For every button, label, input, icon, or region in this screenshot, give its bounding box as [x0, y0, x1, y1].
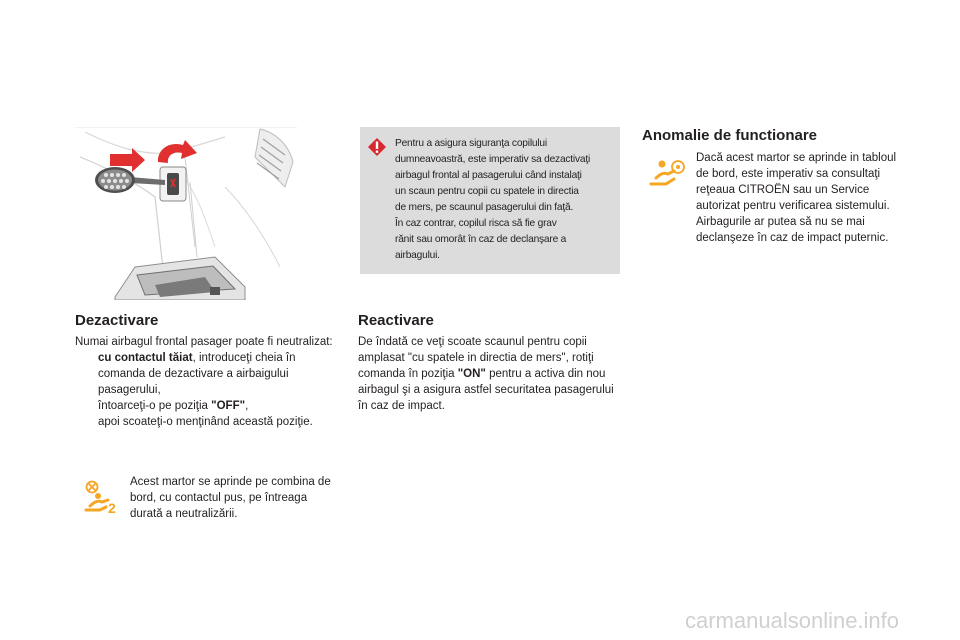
step3-text: apoi scoateţi-o menţinând această poziţie. [98, 416, 313, 428]
deactivation-title: Dezactivare [75, 312, 159, 329]
child-safety-warning [360, 127, 620, 274]
key-icon [95, 167, 165, 193]
warning-line: rănit sau omorât în caz de declanşare a [395, 234, 567, 245]
warning-line: airbagului. [395, 250, 440, 261]
list-item [75, 350, 345, 398]
dashboard-drawing [75, 127, 297, 300]
step2-text: întoarceţi-o pe poziţia [98, 400, 212, 412]
airbag-off-indicator-icon [82, 480, 120, 518]
warning-text [395, 136, 617, 264]
airbag-warning-icon [648, 156, 686, 194]
deactivation-intro: Numai airbagul frontal pasager poate fi neutralizat: [75, 336, 333, 348]
step2-bold: "OFF" [211, 400, 246, 412]
malfunction-title: Anomalie de functionare [642, 127, 818, 144]
reactivation-text-pre: De îndată ce veţi scoate scaunul pentru copii amplasat "cu spatele in directia de mers", rotiţi comanda în poziţia [358, 336, 594, 380]
deactivation-body [75, 334, 345, 430]
reactivation-on-label: "ON" [457, 368, 486, 380]
deactivation-steps [75, 350, 345, 430]
svg-text:2: 2 [108, 500, 116, 516]
step2-post: , [245, 400, 249, 412]
reactivation-title: Reactivare [358, 312, 434, 329]
reactivation-text [358, 334, 620, 414]
glovebox-illustration [75, 127, 297, 300]
warning-line: un scaun pentru copii cu spatele in directia [395, 186, 579, 197]
air-vent-icon [255, 129, 293, 187]
warning-line: airbagul frontal al pasagerului când instalaţi [395, 170, 582, 181]
reactivation-text-post: pentru a activa din nou airbagul şi a asigura astfel securitatea pasagerului în caz de impact. [358, 368, 614, 412]
glovebox-handle [115, 257, 245, 300]
step1-bold: cu contactul tăiat [98, 352, 193, 364]
exclamation-icon [367, 137, 387, 157]
indicator-text: Acest martor se aprinde pe combina de bord, cu contactul pus, pe întreaga durată a neutralizării. [130, 476, 331, 520]
warning-line: Pentru a asigura siguranţa copilului [395, 138, 547, 149]
list-item [75, 398, 345, 414]
watermark: carmanualsonline.info [685, 608, 900, 633]
step1-text: , introduceţi cheia în comanda de dezactivare a airbaigului pasagerului, [98, 352, 296, 396]
warning-line: de mers, pe scaunul pasagerului din faţă. [395, 202, 574, 213]
malfunction-text: Dacă acest martor se aprinde in tabloul de bord, este imperativ sa consultaţi reţeaua CITROËN sau un Service autorizat pentru verificarea sistemului. Airbagurile ar putea să nu se mai declanşeze în caz de impact puternic. [696, 152, 897, 244]
rotate-arrow-icon [158, 140, 197, 163]
warning-line: În caz contrar, copilul risca să fie grav [395, 218, 557, 229]
list-item [75, 414, 345, 430]
warning-line: dumneavoastră, este imperativ sa dezactivaţi [395, 154, 591, 165]
